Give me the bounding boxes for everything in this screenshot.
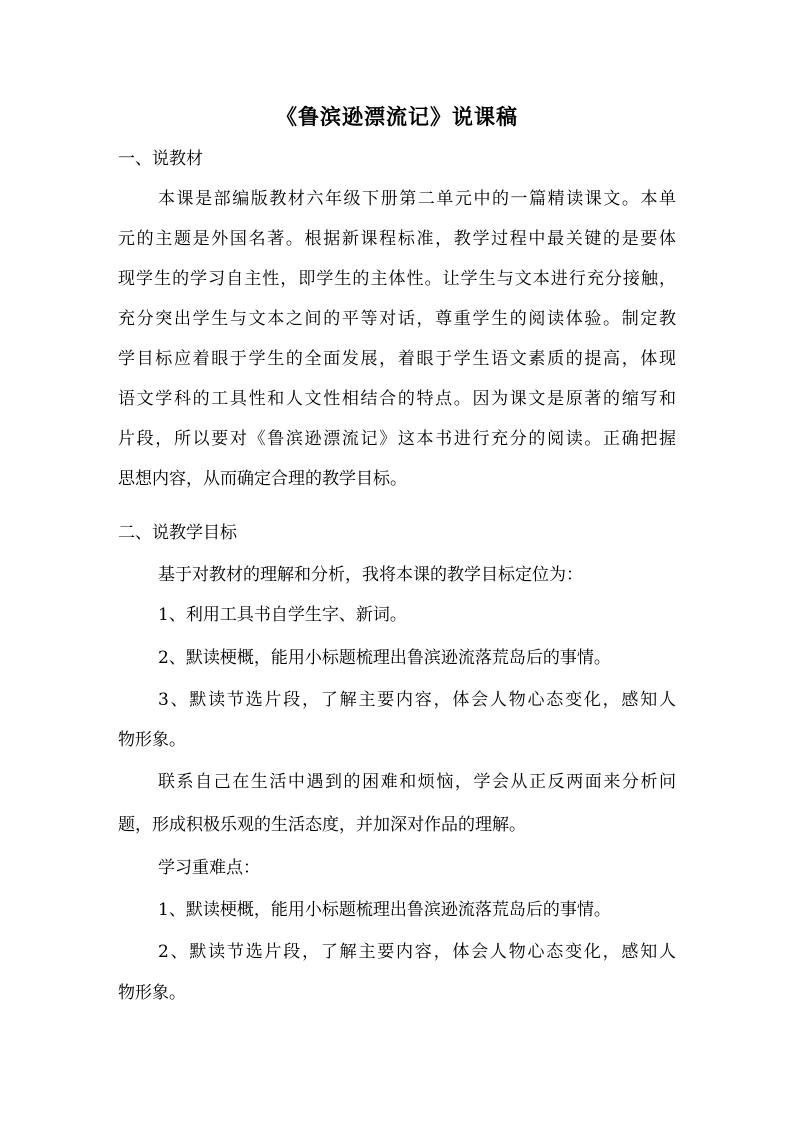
key-point-item-continued: 物形象。: [118, 983, 186, 1003]
key-point-item: 1、默读梗概，能用小标题梳理出鲁滨逊流落荒岛后的事情。: [158, 900, 611, 920]
paragraph-line: 思想内容，从而确定合理的教学目标。: [118, 469, 407, 489]
section-heading-goals: 二、说教学目标: [118, 523, 237, 543]
goals-intro: 基于对教材的理解和分析，我将本课的教学目标定位为：: [158, 565, 583, 585]
paragraph-line: 题，形成积极乐观的生活态度，并加深对作品的理解。: [118, 815, 526, 835]
key-points-heading: 学习重难点：: [158, 858, 260, 878]
goal-item: 1、利用工具书自学生字、新词。: [158, 605, 407, 625]
goal-item-continued: 物形象。: [118, 730, 186, 750]
goal-item: 2、默读梗概，能用小标题梳理出鲁滨逊流落荒岛后的事情。: [158, 648, 611, 668]
goal-item: 3、默读节选片段，了解主要内容，体会人物心态变化，感知人: [158, 690, 676, 710]
paragraph-line: 充分突出学生与文本之间的平等对话，尊重学生的阅读体验。制定教: [118, 309, 676, 329]
page-title: 《鲁滨逊漂流记》说课稿: [276, 104, 518, 129]
key-point-item: 2、默读节选片段，了解主要内容，体会人物心态变化，感知人: [158, 942, 676, 962]
paragraph-line: 元的主题是外国名著。根据新课程标准，教学过程中最关键的是要体: [118, 229, 676, 249]
paragraph-line: 现学生的学习自主性，即学生的主体性。让学生与文本进行充分接触，: [118, 269, 676, 289]
paragraph-line: 学目标应着眼于学生的全面发展，着眼于学生语文素质的提高，体现: [118, 349, 676, 369]
paragraph-line: 语文学科的工具性和人文性相结合的特点。因为课文是原著的缩写和: [118, 389, 676, 409]
paragraph-line: 片段，所以要对《鲁滨逊漂流记》这本书进行充分的阅读。正确把握: [118, 429, 676, 449]
paragraph-line: 本课是部编版教材六年级下册第二单元中的一篇精读课文。本单: [158, 189, 676, 209]
paragraph-line: 联系自己在生活中遇到的困难和烦恼，学会从正反两面来分析问: [158, 772, 676, 792]
section-heading-textbook: 一、说教材: [118, 149, 203, 169]
